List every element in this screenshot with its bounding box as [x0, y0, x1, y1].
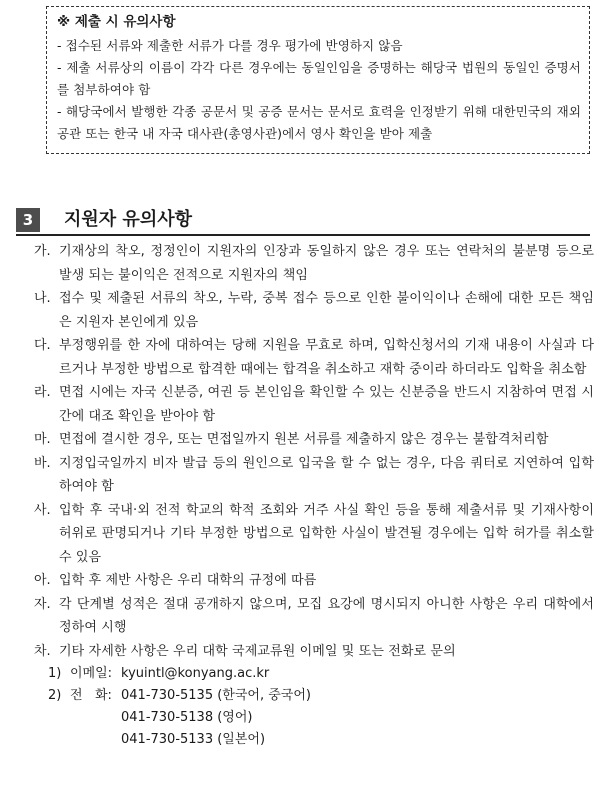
list-item: [34, 334, 594, 381]
contact-phone-row: [34, 729, 594, 751]
list-item: [34, 593, 594, 640]
contact-number: 2): [48, 688, 62, 703]
item-text: 부정행위를 한 자에 대하여는 당해 지원을 무효로 하며, 입학신청서의 기재 내용이 사실과 다르거나 부정한 방법으로 합격한 때에는 합격을 취소하고 재학 중이라 하더라도 입학을 취소함: [59, 338, 594, 377]
section-header: [16, 208, 590, 236]
item-text: 접수 및 제출된 서류의 착오, 누락, 중복 접수 등으로 인한 불이익이나 손해에 대한 모든 책임은 지원자 본인에게 있음: [59, 291, 594, 330]
item-text: 기재상의 착오, 정정인이 지원자의 인장과 동일하지 않은 경우 또는 연락처의 불분명 등으로 발생 되는 불이익은 전적으로 지원자의 책임: [59, 244, 594, 283]
list-item: [34, 287, 594, 334]
list-item: [34, 452, 594, 499]
item-marker: 차.: [34, 643, 51, 659]
contact-phone-row: [34, 685, 594, 707]
list-item: [34, 381, 594, 428]
list-item: [34, 240, 594, 287]
notice-item: - 제출 서류상의 이름이 각각 다른 경우에는 동일인임을 증명하는 해당국 법원의 동일인 증명서를 첨부하여야 함: [57, 60, 581, 97]
item-marker: 자.: [34, 596, 51, 612]
section-number-badge: 3: [16, 208, 40, 232]
contact-email-row: [34, 663, 594, 685]
item-marker: 나.: [34, 291, 51, 306]
item-text: 지정입국일까지 비자 발급 등의 원인으로 입국을 할 수 없는 경우, 다음 쿼터로 지연하여 입학하여야 함: [59, 455, 594, 494]
item-text: 입학 후 제반 사항은 우리 대학의 규정에 따름: [59, 573, 317, 588]
contact-email-link[interactable]: kyuintl@konyang.ac.kr: [121, 666, 270, 681]
item-marker: 마.: [34, 432, 51, 447]
contact-phone: 041-730-5135 (한국어, 중국어): [121, 688, 311, 703]
item-marker: 다.: [34, 338, 51, 353]
item-text: 각 단계별 성적은 절대 공개하지 않으며, 모집 요강에 명시되지 아니한 사항은 우리 대학에서 정하여 시행: [59, 596, 594, 635]
item-text: 입학 후 국내·외 전적 학교의 학적 조회와 거주 사실 확인 등을 통해 제출서류 및 기재사항이 허위로 판명되거나 기타 부정한 방법으로 입학한 사실이 발견될 경우에는 입학 허가를 취소할 수 있음: [59, 502, 594, 565]
item-marker: 아.: [34, 573, 51, 588]
item-marker: 사.: [34, 502, 51, 518]
notice-title: ※ 제출 시 유의사항: [57, 14, 176, 30]
list-item: [34, 569, 594, 593]
item-text: 기타 자세한 사항은 우리 대학 국제교류원 이메일 및 또는 전화로 문의: [59, 643, 456, 659]
contact-label: 전 화:: [70, 688, 112, 703]
list-item: [34, 640, 594, 664]
list-item: [34, 428, 594, 452]
applicant-notes-list: [34, 240, 594, 751]
item-marker: 바.: [34, 455, 51, 471]
contact-label: 이메일:: [70, 666, 113, 681]
contact-phone-row: [34, 707, 594, 729]
contact-phone: 041-730-5133 (일본어): [121, 732, 266, 747]
item-marker: 가.: [34, 244, 51, 259]
submission-notice-box: [46, 6, 590, 154]
contact-number: 1): [48, 666, 62, 681]
section-title: 지원자 유의사항: [64, 209, 192, 230]
item-marker: 라.: [34, 385, 51, 400]
item-text: 면접 시에는 자국 신분증, 여권 등 본인임을 확인할 수 있는 신분증을 반드시 지참하여 면접 시간에 대조 확인을 받아야 함: [59, 385, 594, 424]
item-text: 면접에 결시한 경우, 또는 면접일까지 원본 서류를 제출하지 않은 경우는 불합격처리함: [59, 432, 549, 447]
notice-item: - 접수된 서류와 제출한 서류가 다를 경우 평가에 반영하지 않음: [57, 38, 403, 53]
contact-phone: 041-730-5138 (영어): [121, 710, 253, 725]
list-item: [34, 499, 594, 570]
notice-item: - 해당국에서 발행한 각종 공문서 및 공증 문서는 문서로 효력을 인정받기 위해 대한민국의 재외공관 또는 한국 내 자국 대사관(총영사관)에서 영사 확인을 받아 제출: [57, 104, 581, 141]
